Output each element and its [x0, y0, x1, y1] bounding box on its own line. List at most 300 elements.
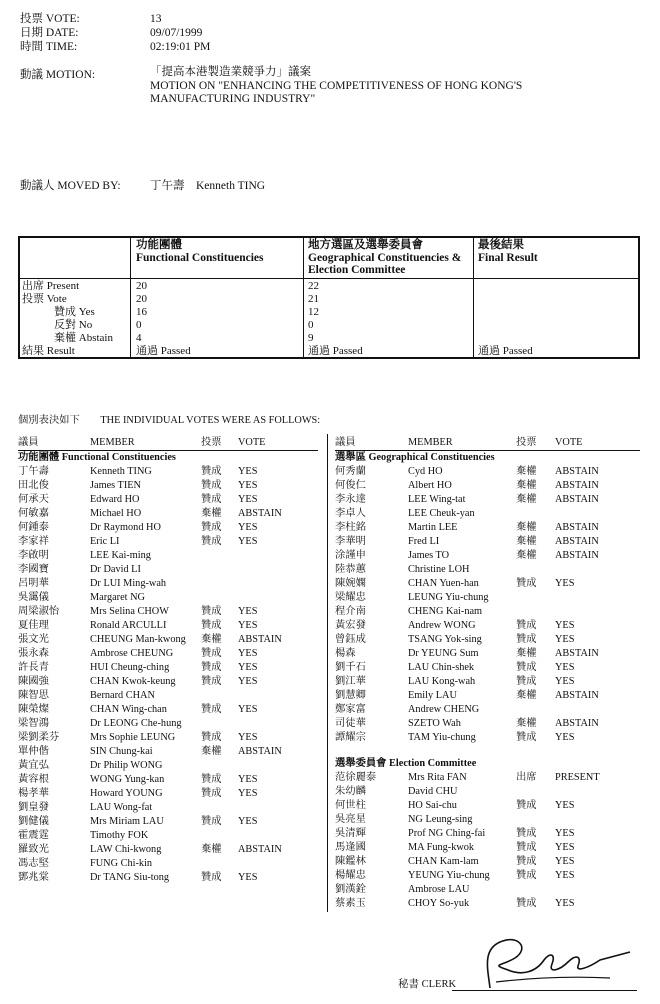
member-name-zh: 吳清輝 [335, 828, 366, 839]
member-name-zh: 朱幼麟 [335, 786, 366, 797]
member-name-en: LAU Kong-wah [408, 676, 476, 687]
member-row [18, 871, 318, 885]
vote-zh: 贊成 [516, 898, 537, 909]
member-name-en: Mrs Rita FAN [408, 772, 467, 783]
member-name-zh: 何鍾泰 [18, 522, 49, 533]
member-name-en: Cyd HO [408, 466, 443, 477]
vote-zh: 贊成 [201, 648, 222, 659]
member-row [18, 689, 318, 703]
member-row [335, 813, 635, 827]
vote-en: YES [555, 800, 575, 811]
left-col-vote-zh: 投票 [201, 437, 222, 448]
member-row [335, 647, 635, 661]
member-row [335, 675, 635, 689]
member-name-en: Fred LI [408, 536, 440, 547]
vote-en: YES [555, 856, 575, 867]
member-name-zh: 李啟明 [18, 550, 49, 561]
member-name-en: LAU Chin-shek [408, 662, 475, 673]
member-name-en: Ronald ARCULLI [90, 620, 167, 631]
member-row [335, 731, 635, 745]
motion-label: 動議 MOTION: [20, 69, 96, 81]
member-row [18, 745, 318, 759]
vote-zh: 贊成 [201, 732, 222, 743]
member-name-zh: 張永森 [18, 648, 49, 659]
member-row [335, 577, 635, 591]
member-row [335, 493, 635, 507]
fc-result: 通過 Passed [136, 345, 191, 357]
column-divider [327, 434, 328, 912]
member-row [18, 675, 318, 689]
member-name-zh: 陳智思 [18, 690, 49, 701]
member-row [18, 647, 318, 661]
member-name-zh: 梁智鴻 [18, 718, 49, 729]
member-row [18, 731, 318, 745]
vote-en: ABSTAIN [238, 634, 282, 645]
vote-zh: 贊成 [516, 634, 537, 645]
member-name-zh: 黃宜弘 [18, 760, 49, 771]
member-row [18, 717, 318, 731]
member-row [335, 703, 635, 717]
fc-no: 0 [136, 319, 142, 331]
member-name-zh: 霍震霆 [18, 830, 49, 841]
member-name-zh: 何世柱 [335, 800, 366, 811]
right-section-ec-title: 選舉委員會 Election Committee [335, 758, 477, 769]
vote-en: YES [238, 536, 258, 547]
member-name-en: Kenneth TING [90, 466, 152, 477]
vote-en: ABSTAIN [555, 690, 599, 701]
motion-title-en-1: MOTION ON "ENHANCING THE COMPETITIVENESS OF HONG KONG'S [150, 80, 523, 92]
member-name-en: LAW Chi-kwong [90, 844, 162, 855]
member-name-zh: 馮志堅 [18, 858, 49, 869]
vote-zh: 贊成 [516, 856, 537, 867]
member-row [335, 827, 635, 841]
member-name-zh: 蔡素玉 [335, 898, 366, 909]
member-row [335, 841, 635, 855]
time-value: 02:19:01 PM [150, 41, 211, 53]
left-col-vote-en: VOTE [238, 437, 266, 448]
left-section-title: 功能團體 Functional Constituencies [18, 452, 176, 463]
right-col-vote-zh: 投票 [516, 437, 537, 448]
member-row [335, 633, 635, 647]
member-name-zh: 吳亮星 [335, 814, 366, 825]
member-name-zh: 梁劉柔芬 [18, 732, 60, 743]
member-name-en: Dr LEONG Che-hung [90, 718, 182, 729]
vote-zh: 棄權 [516, 690, 537, 701]
vote-zh: 棄權 [201, 508, 222, 519]
member-row [18, 661, 318, 675]
vote-en: YES [555, 676, 575, 687]
member-name-zh: 楊森 [335, 648, 356, 659]
vote-en: YES [555, 870, 575, 881]
member-name-zh: 陳鑑林 [335, 856, 366, 867]
member-row [335, 563, 635, 577]
member-name-en: Andrew WONG [408, 620, 476, 631]
member-name-en: Dr LUI Ming-wah [90, 578, 167, 589]
member-row [335, 479, 635, 493]
vote-zh: 贊成 [201, 816, 222, 827]
member-row [335, 507, 635, 521]
fc-yes: 16 [136, 306, 147, 318]
left-col-member-zh: 議員 [18, 437, 39, 448]
member-name-en: NG Leung-sing [408, 814, 473, 825]
member-name-zh: 李華明 [335, 536, 366, 547]
fc-abstain: 4 [136, 332, 142, 344]
member-name-en: CHAN Wing-chan [90, 704, 167, 715]
vote-zh: 贊成 [201, 788, 222, 799]
vote-en: YES [238, 480, 258, 491]
member-name-zh: 何承天 [18, 494, 49, 505]
member-name-zh: 劉皇發 [18, 802, 49, 813]
summary-table [18, 236, 640, 359]
member-row [335, 785, 635, 799]
member-name-zh: 楊孝華 [18, 788, 49, 799]
member-name-en: LEE Kai-ming [90, 550, 151, 561]
vote-en: ABSTAIN [555, 648, 599, 659]
member-name-en: FUNG Chi-kin [90, 858, 153, 869]
vote-en: YES [238, 788, 258, 799]
member-name-en: LAU Wong-fat [90, 802, 153, 813]
member-name-zh: 吳靄儀 [18, 592, 49, 603]
moved-by-value: 丁午壽 Kenneth TING [150, 180, 266, 192]
fc-header-en: Functional Constituencies [136, 252, 264, 264]
member-name-en: MA Fung-kwok [408, 842, 475, 853]
final-result: 通過 Passed [478, 345, 533, 357]
member-row [335, 689, 635, 703]
member-name-zh: 劉江華 [335, 676, 366, 687]
vote-en: PRESENT [555, 772, 600, 783]
vote-en: ABSTAIN [238, 508, 282, 519]
vote-zh: 贊成 [201, 774, 222, 785]
member-name-en: TAM Yiu-chung [408, 732, 476, 743]
member-name-zh: 陳婉嫻 [335, 578, 366, 589]
vote-zh: 贊成 [201, 494, 222, 505]
vote-en: YES [555, 842, 575, 853]
row-no-label: 反對 No [54, 319, 93, 331]
clerk-label: 秘書 CLERK [398, 979, 457, 990]
member-name-en: Dr TANG Siu-tong [90, 872, 170, 883]
member-name-en: SIN Chung-kai [90, 746, 153, 757]
vote-en: YES [555, 634, 575, 645]
vote-en: ABSTAIN [555, 718, 599, 729]
vote-zh: 贊成 [201, 872, 222, 883]
member-name-zh: 羅致光 [18, 844, 49, 855]
member-name-en: Mrs Sophie LEUNG [90, 732, 176, 743]
vote-en: YES [238, 494, 258, 505]
member-row [335, 465, 635, 479]
vote-zh: 贊成 [516, 842, 537, 853]
member-name-en: Timothy FOK [90, 830, 149, 841]
vote-zh: 贊成 [201, 522, 222, 533]
vote-zh: 出席 [516, 772, 537, 783]
member-name-en: Christine LOH [408, 564, 470, 575]
vote-zh: 棄權 [201, 746, 222, 757]
vote-zh: 棄權 [516, 550, 537, 561]
member-name-zh: 李家祥 [18, 536, 49, 547]
vote-en: YES [238, 620, 258, 631]
row-yes-label: 贊成 Yes [54, 306, 95, 318]
vote-zh: 贊成 [516, 732, 537, 743]
vote-en: YES [555, 620, 575, 631]
vote-zh: 贊成 [516, 578, 537, 589]
member-name-zh: 范徐麗泰 [335, 772, 377, 783]
member-name-zh: 劉千石 [335, 662, 366, 673]
member-name-zh: 劉健儀 [18, 816, 49, 827]
vote-en: ABSTAIN [555, 536, 599, 547]
member-name-en: LEE Wing-tat [408, 494, 466, 505]
member-row [335, 549, 635, 563]
member-name-en: CHAN Yuen-han [408, 578, 479, 589]
vote-en: YES [238, 816, 258, 827]
member-row [18, 773, 318, 787]
left-col-member-en: MEMBER [90, 437, 135, 448]
member-name-en: Andrew CHENG [408, 704, 480, 715]
vote-en: YES [555, 898, 575, 909]
member-name-zh: 曾鈺成 [335, 634, 366, 645]
vote-zh: 棄權 [516, 466, 537, 477]
vote-zh: 贊成 [516, 662, 537, 673]
vote-zh: 贊成 [201, 620, 222, 631]
vote-en: YES [555, 662, 575, 673]
member-name-zh: 李國寶 [18, 564, 49, 575]
gc-result: 通過 Passed [308, 345, 363, 357]
final-header-en: Final Result [478, 252, 538, 264]
member-name-en: Martin LEE [408, 522, 458, 533]
right-col-member-en: MEMBER [408, 437, 453, 448]
member-row [18, 507, 318, 521]
member-name-zh: 司徒華 [335, 718, 366, 729]
member-name-zh: 黃容根 [18, 774, 49, 785]
member-name-en: Ambrose CHEUNG [90, 648, 174, 659]
member-name-en: CHENG Kai-nam [408, 606, 483, 617]
member-name-zh: 劉慧卿 [335, 690, 366, 701]
vote-en: YES [238, 606, 258, 617]
vote-zh: 贊成 [516, 828, 537, 839]
member-name-en: Eric LI [90, 536, 120, 547]
member-name-en: Ambrose LAU [408, 884, 470, 895]
vote-en: ABSTAIN [238, 746, 282, 757]
member-name-zh: 丁午壽 [18, 466, 49, 477]
vote-en: ABSTAIN [238, 844, 282, 855]
vote-en: YES [238, 704, 258, 715]
member-name-zh: 馬逢國 [335, 842, 366, 853]
gc-header-en-2: Election Committee [308, 264, 406, 276]
member-name-zh: 何秀蘭 [335, 466, 366, 477]
member-name-en: TSANG Yok-sing [408, 634, 482, 645]
clerk-signature-icon [460, 930, 640, 994]
member-name-en: LEE Cheuk-yan [408, 508, 475, 519]
vote-en: ABSTAIN [555, 550, 599, 561]
vote-zh: 棄權 [516, 522, 537, 533]
member-name-zh: 楊耀忠 [335, 870, 366, 881]
member-name-zh: 田北俊 [18, 480, 49, 491]
vote-en: ABSTAIN [555, 522, 599, 533]
member-row [335, 869, 635, 883]
member-row [335, 521, 635, 535]
motion-title-en-2: MANUFACTURING INDUSTRY" [150, 93, 316, 105]
vote-zh: 贊成 [201, 466, 222, 477]
member-row [18, 521, 318, 535]
member-row [18, 605, 318, 619]
member-name-en: CHAN Kwok-keung [90, 676, 176, 687]
member-row [335, 717, 635, 731]
member-name-zh: 陳國強 [18, 676, 49, 687]
right-col-vote-en: VOTE [555, 437, 583, 448]
vote-zh: 贊成 [516, 800, 537, 811]
time-label: 時間 TIME: [20, 41, 78, 53]
member-name-zh: 梁耀忠 [335, 592, 366, 603]
gc-present: 22 [308, 280, 319, 292]
vote-zh: 贊成 [201, 662, 222, 673]
member-name-en: James TIEN [90, 480, 141, 491]
member-name-en: Michael HO [90, 508, 142, 519]
gc-no: 0 [308, 319, 314, 331]
date-value: 09/07/1999 [150, 27, 203, 39]
gc-yes: 12 [308, 306, 319, 318]
member-name-zh: 何俊仁 [335, 480, 366, 491]
member-name-zh: 陸恭蕙 [335, 564, 366, 575]
row-result-label: 結果 Result [22, 345, 75, 357]
member-name-en: Dr Philip WONG [90, 760, 163, 771]
right-section-gc-title: 選舉區 Geographical Constituencies [335, 452, 495, 463]
fc-present: 20 [136, 280, 147, 292]
member-name-en: Prof NG Ching-fai [408, 828, 486, 839]
row-present-label: 出席 Present [22, 280, 80, 292]
date-label: 日期 DATE: [20, 27, 79, 39]
member-row [18, 619, 318, 633]
gc-header-zh: 地方選區及選舉委員會 [308, 239, 423, 251]
member-name-zh: 單仲偕 [18, 746, 49, 757]
member-name-en: Dr YEUNG Sum [408, 648, 479, 659]
vote-en: ABSTAIN [555, 480, 599, 491]
member-row [335, 591, 635, 605]
member-name-zh: 李卓人 [335, 508, 366, 519]
member-name-en: HUI Cheung-ching [90, 662, 170, 673]
member-row [18, 465, 318, 479]
member-row [18, 703, 318, 717]
vote-zh: 贊成 [201, 676, 222, 687]
member-name-en: HO Sai-chu [408, 800, 457, 811]
vote-zh: 贊成 [516, 620, 537, 631]
member-name-en: Albert HO [408, 480, 452, 491]
member-name-en: CHEUNG Man-kwong [90, 634, 186, 645]
vote-en: YES [555, 828, 575, 839]
member-name-zh: 黃宏發 [335, 620, 366, 631]
fc-header-zh: 功能團體 [136, 239, 182, 251]
member-name-en: Edward HO [90, 494, 140, 505]
vote-label: 投票 VOTE: [20, 13, 80, 25]
moved-by-label: 動議人 MOVED BY: [20, 180, 121, 192]
member-row [335, 619, 635, 633]
member-name-zh: 張文光 [18, 634, 49, 645]
vote-zh: 贊成 [516, 870, 537, 881]
member-row [335, 799, 635, 813]
vote-en: YES [238, 872, 258, 883]
member-row [18, 829, 318, 843]
vote-en: YES [238, 732, 258, 743]
final-header-zh: 最後結果 [478, 239, 524, 251]
member-row [18, 843, 318, 857]
motion-title-zh: 「提高本港製造業競爭力」議案 [150, 66, 311, 78]
right-col-member-zh: 議員 [335, 437, 356, 448]
vote-en: YES [555, 732, 575, 743]
member-name-en: YEUNG Yiu-chung [408, 870, 490, 881]
member-name-en: WONG Yung-kan [90, 774, 165, 785]
vote-en: YES [238, 648, 258, 659]
vote-zh: 棄權 [516, 494, 537, 505]
member-row [18, 787, 318, 801]
member-name-en: Mrs Selina CHOW [90, 606, 169, 617]
member-row [18, 577, 318, 591]
member-row [18, 815, 318, 829]
member-name-en: Margaret NG [90, 592, 145, 603]
member-name-en: CHAN Kam-lam [408, 856, 479, 867]
member-row [335, 897, 635, 911]
member-name-zh: 李永達 [335, 494, 366, 505]
member-row [18, 633, 318, 647]
member-row [18, 549, 318, 563]
gc-vote: 21 [308, 293, 319, 305]
member-name-en: David CHU [408, 786, 458, 797]
fc-vote: 20 [136, 293, 147, 305]
member-row [335, 605, 635, 619]
member-name-en: Mrs Miriam LAU [90, 816, 164, 827]
member-name-zh: 許長青 [18, 662, 49, 673]
member-name-zh: 涂謹申 [335, 550, 366, 561]
vote-zh: 贊成 [201, 704, 222, 715]
member-name-zh: 夏佳理 [18, 620, 49, 631]
member-row [18, 493, 318, 507]
vote-zh: 贊成 [201, 480, 222, 491]
member-name-en: CHOY So-yuk [408, 898, 470, 909]
member-name-en: LEUNG Yiu-chung [408, 592, 489, 603]
member-name-zh: 陳榮燦 [18, 704, 49, 715]
member-row [18, 857, 318, 871]
member-row [18, 591, 318, 605]
member-name-en: Howard YOUNG [90, 788, 163, 799]
vote-en: YES [238, 466, 258, 477]
vote-zh: 棄權 [201, 844, 222, 855]
vote-zh: 棄權 [516, 718, 537, 729]
member-row [18, 801, 318, 815]
member-name-zh: 呂明華 [18, 578, 49, 589]
member-row [335, 883, 635, 897]
member-name-zh: 鄧兆棠 [18, 872, 49, 883]
member-name-en: James TO [408, 550, 450, 561]
member-row [18, 535, 318, 549]
member-name-en: Dr David LI [90, 564, 141, 575]
member-name-en: SZETO Wah [408, 718, 461, 729]
row-abstain-label: 棄權 Abstain [54, 332, 113, 344]
member-name-zh: 劉漢銓 [335, 884, 366, 895]
vote-zh: 棄權 [201, 634, 222, 645]
vote-en: YES [238, 676, 258, 687]
member-row [335, 771, 635, 785]
vote-zh: 贊成 [201, 606, 222, 617]
member-row [18, 479, 318, 493]
row-vote-label: 投票 Vote [22, 293, 67, 305]
member-name-zh: 周梁淑怡 [18, 606, 60, 617]
member-row [18, 759, 318, 773]
vote-zh: 棄權 [516, 480, 537, 491]
member-row [335, 855, 635, 869]
member-row [18, 563, 318, 577]
gc-abstain: 9 [308, 332, 314, 344]
vote-en: YES [555, 578, 575, 589]
member-name-en: Bernard CHAN [90, 690, 155, 701]
member-name-en: Dr Raymond HO [90, 522, 161, 533]
vote-zh: 贊成 [516, 676, 537, 687]
vote-en: ABSTAIN [555, 466, 599, 477]
